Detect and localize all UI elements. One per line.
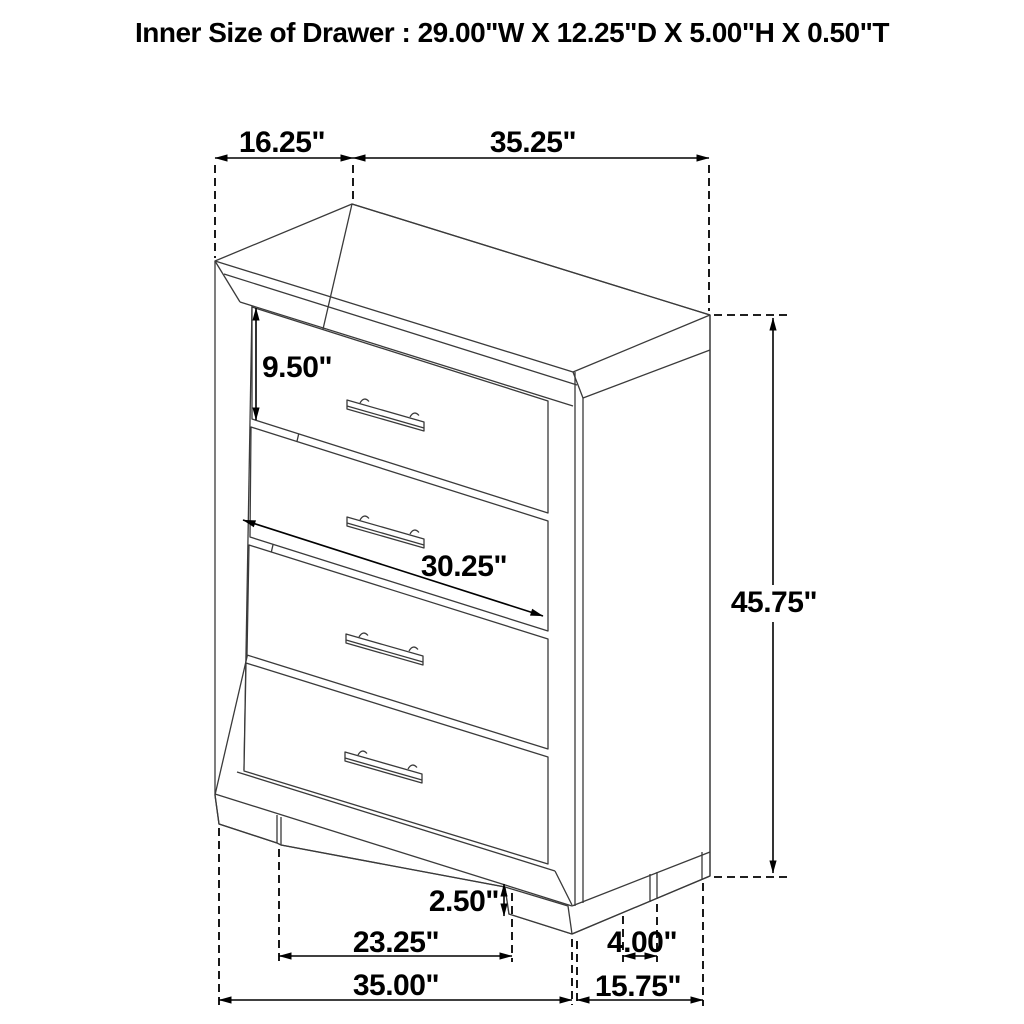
dim-label-overall-height: 45.75" (730, 586, 818, 619)
dim-label-drawer-height: 9.50" (262, 351, 333, 384)
diagram-title: Inner Size of Drawer : 29.00"W X 12.25"D X 5.00"H X 0.50"T (135, 17, 889, 48)
dim-label-front-leg-span: 23.25" (352, 926, 440, 959)
dim-label-top-width: 35.25" (489, 126, 577, 159)
dim-label-top-depth: 16.25" (238, 126, 326, 159)
dim-label-overall-depth: 15.75" (594, 970, 682, 1003)
dim-label-overall-width: 35.00" (352, 969, 440, 1002)
dim-label-back-leg-depth: 4.00" (606, 926, 678, 959)
dim-label-leg-height: 2.50" (428, 885, 499, 918)
dim-label-drawer-width: 30.25" (420, 550, 508, 583)
